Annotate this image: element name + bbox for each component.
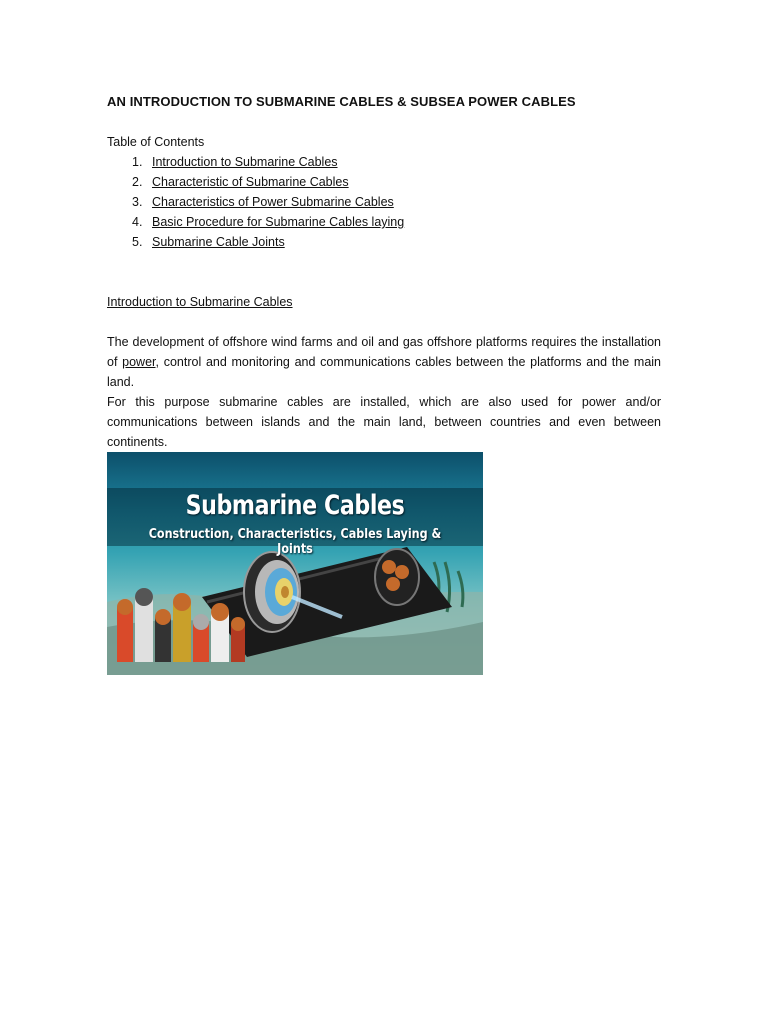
toc-number: 1. bbox=[132, 155, 143, 169]
toc-number: 2. bbox=[132, 175, 143, 189]
toc-link-cable-joints[interactable]: Submarine Cable Joints bbox=[152, 235, 285, 249]
toc-link-introduction[interactable]: Introduction to Submarine Cables bbox=[152, 155, 338, 169]
toc-item bbox=[107, 174, 404, 194]
paragraph-1-text-a: The development of offshore wind farms and oil and gas offshore platforms requires the installation of bbox=[107, 335, 661, 369]
toc-heading: Table of Contents bbox=[107, 135, 205, 149]
toc-item bbox=[107, 194, 404, 214]
toc-link-characteristic[interactable]: Characteristic of Submarine Cables bbox=[152, 175, 349, 189]
paragraph-1 bbox=[107, 332, 661, 392]
toc-number: 4. bbox=[132, 215, 143, 229]
banner-title: Submarine Cables bbox=[185, 490, 405, 521]
paragraph-1-text-b: , control and monitoring and communications cables between the platforms and the main land. bbox=[107, 355, 661, 389]
toc-link-power-characteristics[interactable]: Characteristics of Power Submarine Cables bbox=[152, 195, 394, 209]
toc-item bbox=[107, 214, 404, 234]
toc-item bbox=[107, 234, 404, 254]
toc-number: 3. bbox=[132, 195, 143, 209]
banner-image bbox=[107, 452, 483, 675]
toc-item bbox=[107, 154, 404, 174]
document-title: AN INTRODUCTION TO SUBMARINE CABLES & SUBSEA POWER CABLES bbox=[107, 94, 576, 109]
toc-number: 5. bbox=[132, 235, 143, 249]
power-link[interactable]: power bbox=[122, 355, 156, 369]
toc-link-laying-procedure[interactable]: Basic Procedure for Submarine Cables laying bbox=[152, 215, 405, 229]
banner-subtitle: Construction, Characteristics, Cables Laying & Joints bbox=[148, 527, 442, 557]
paragraph-2: For this purpose submarine cables are installed, which are also used for power and/or communications between islands and the main land, between countries and even between continents. bbox=[107, 395, 661, 449]
table-of-contents bbox=[107, 154, 404, 254]
section-heading: Introduction to Submarine Cables bbox=[107, 295, 293, 309]
cable-illustration bbox=[107, 452, 483, 675]
